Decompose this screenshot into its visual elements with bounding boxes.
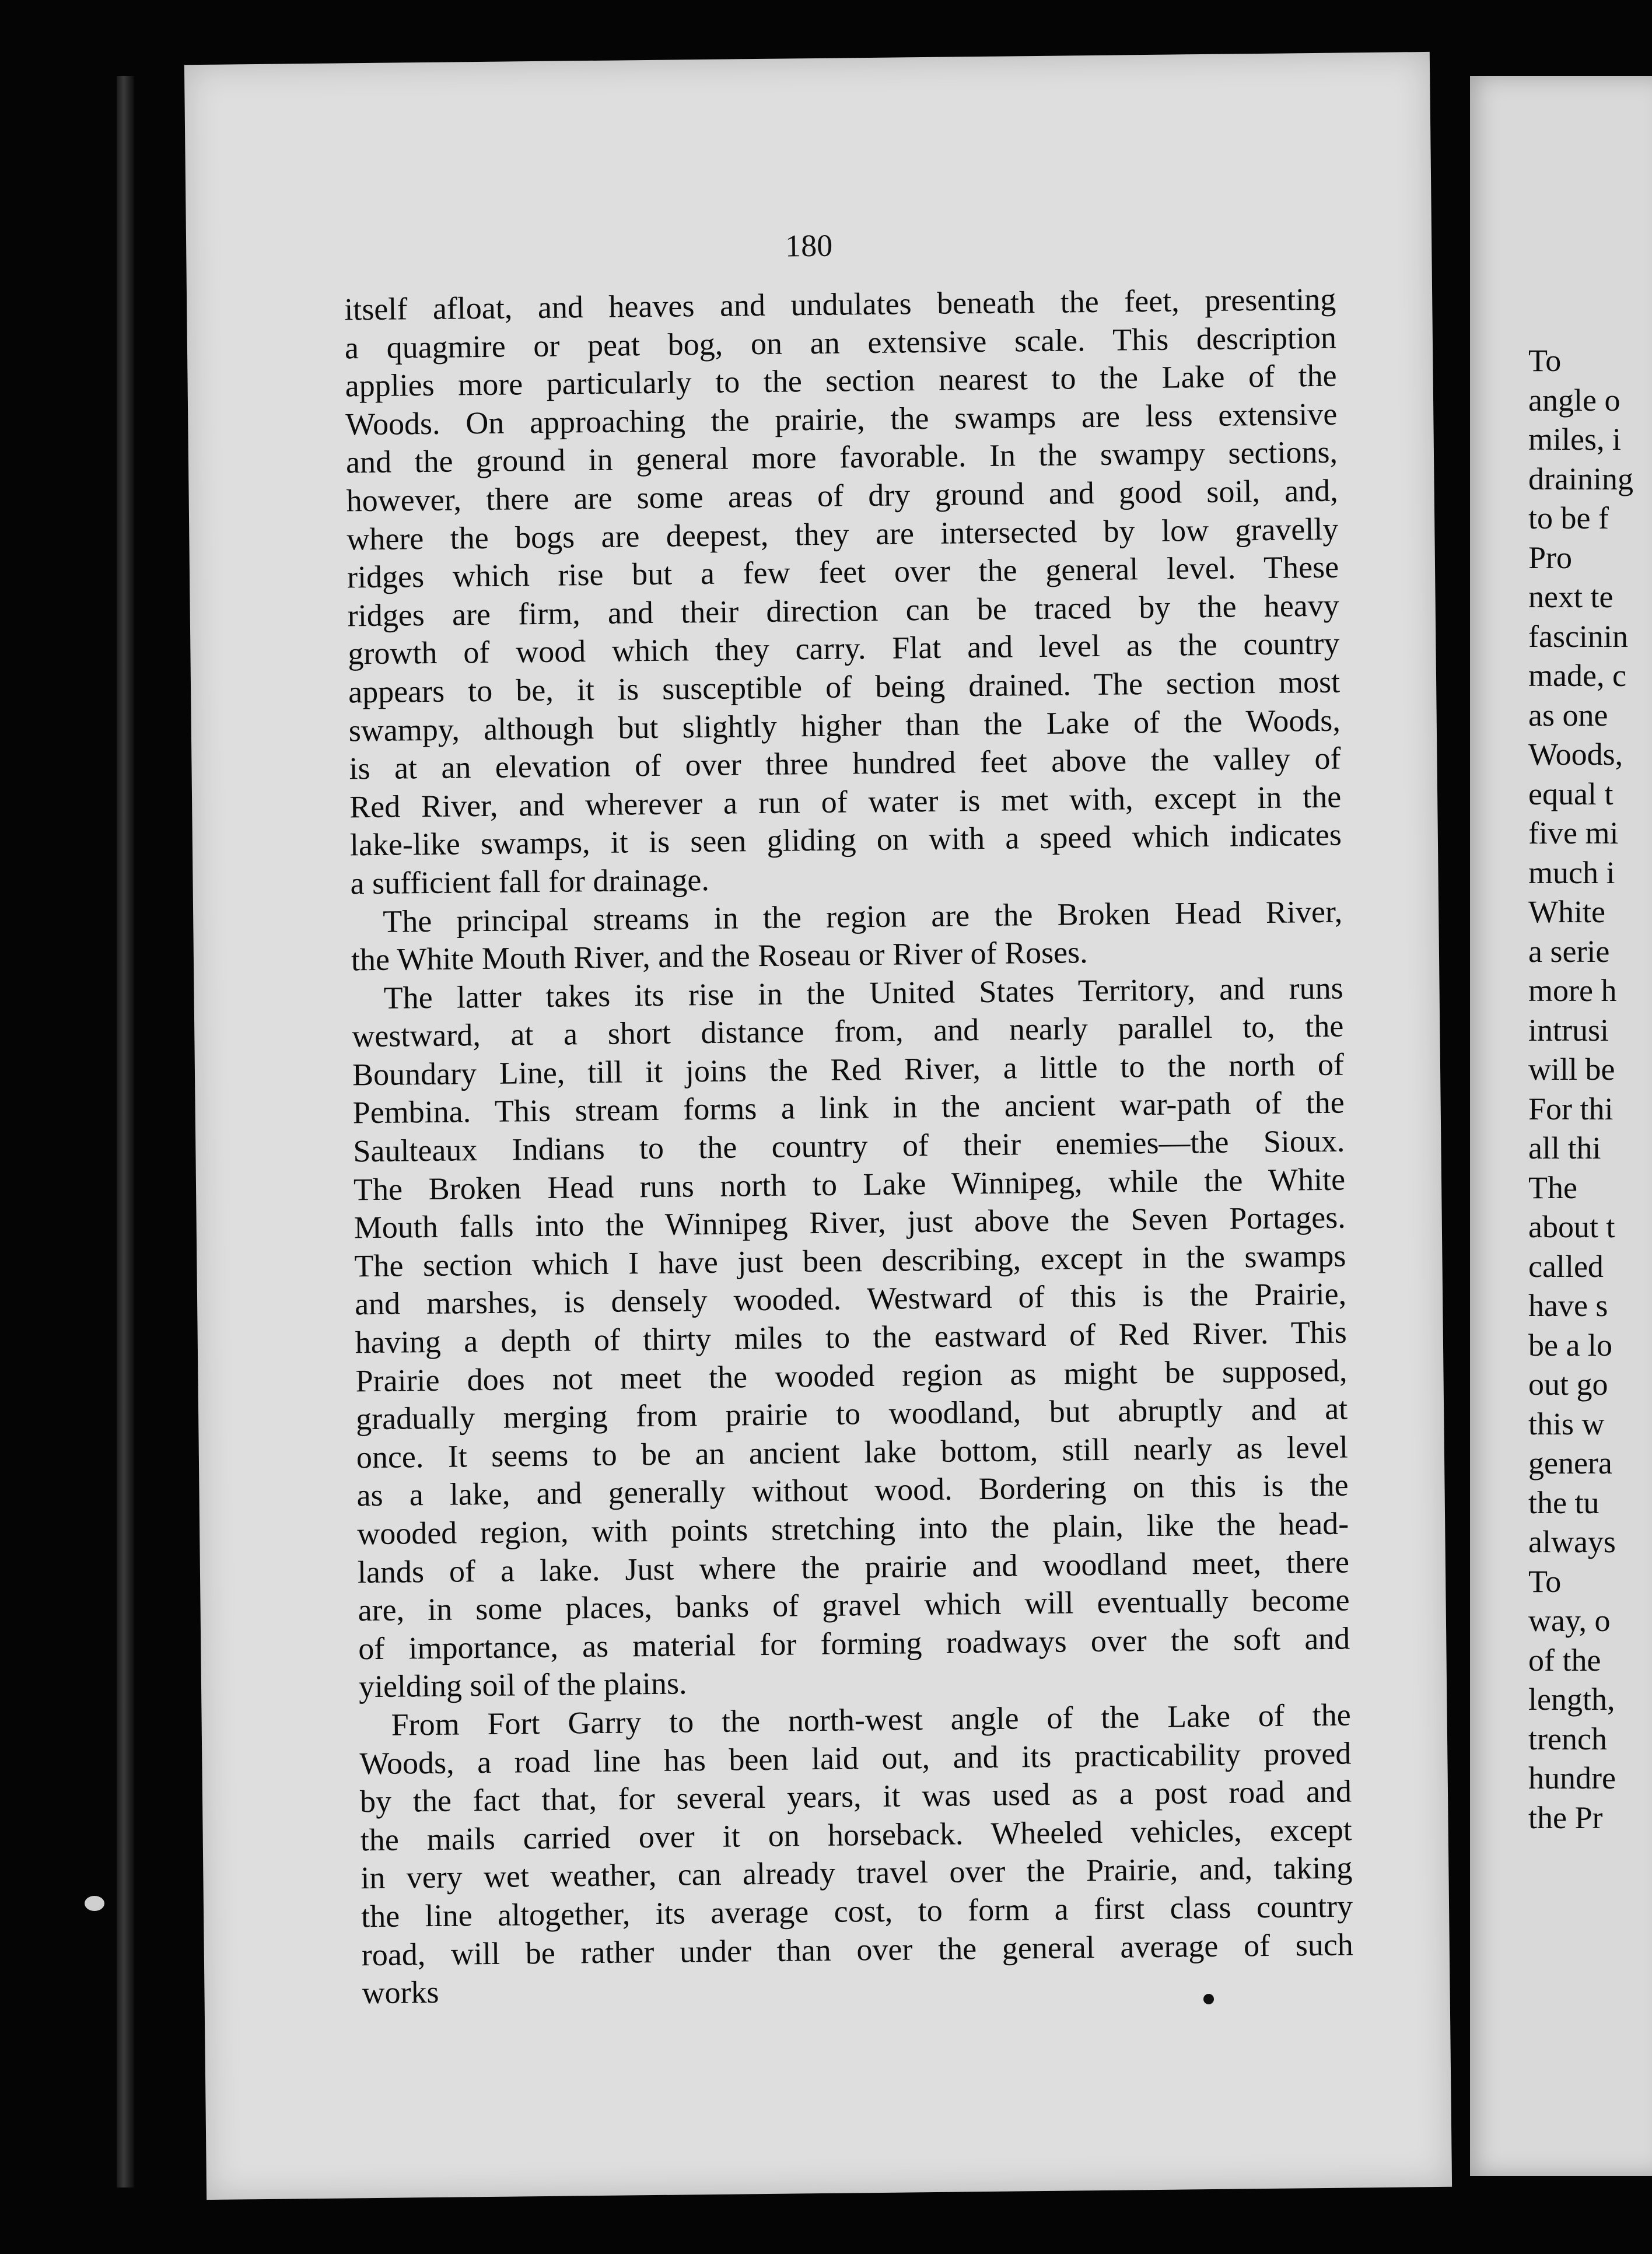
- fragment-line: miles, i: [1528, 422, 1621, 457]
- text-line: Woods, a road line has been laid out, and its practicability proved: [359, 1735, 1352, 1781]
- page-number: 180: [785, 228, 833, 264]
- fragment-line: genera: [1528, 1446, 1612, 1480]
- fragment-line: Pro: [1528, 540, 1573, 575]
- fragment-line: trench: [1528, 1721, 1607, 1756]
- text-line: Prairie does not meet the wooded region as might be supposed,: [355, 1353, 1348, 1398]
- text-line: in very wet weather, can already travel over the Prairie, and, taking: [360, 1850, 1353, 1896]
- text-line: ridges which rise but a few feet over the general level. These: [346, 549, 1339, 595]
- text-line: by the fact that, for several years, it was used as a post road and: [359, 1773, 1352, 1819]
- text-line: The section which I have just been describing, except in the swamps: [354, 1238, 1346, 1284]
- fragment-line: next te: [1528, 579, 1614, 614]
- fragment-line: The: [1528, 1170, 1577, 1205]
- text-line: The principal streams in the region are the Broken Head River,: [382, 894, 1343, 939]
- fragment-line: angle o: [1528, 382, 1620, 418]
- scan-speck: [85, 1896, 104, 1911]
- text-line: swampy, although but slightly higher than the Lake of the Woods,: [348, 702, 1341, 748]
- text-line: the line altogether, its average cost, to form a first class country: [360, 1888, 1353, 1934]
- text-line: of importance, as material for forming roadways over the soft and: [358, 1620, 1350, 1667]
- fragment-line: Woods,: [1528, 737, 1623, 772]
- text-line: wooded region, with points stretching into the plain, like the head-: [356, 1506, 1349, 1552]
- text-line: Pembina. This stream forms a link in the ancient war-path of the: [352, 1085, 1345, 1130]
- text-line: and marshes, is densely wooded. Westward of this is the Prairie,: [354, 1276, 1347, 1322]
- scan-edge: [117, 76, 134, 2188]
- fragment-line: all thi: [1528, 1130, 1601, 1166]
- fragment-line: out go: [1528, 1367, 1608, 1402]
- text-line: a sufficient fall for drainage.: [350, 862, 710, 901]
- text-line: is at an elevation of over three hundred feet above the valley of: [349, 740, 1341, 786]
- left-page: [184, 52, 1452, 2200]
- text-line: the White Mouth River, and the Roseau or River of Roses.: [351, 935, 1088, 978]
- fragment-line: length,: [1528, 1682, 1615, 1717]
- text-line: road, will be rather under than over the general average of such: [361, 1927, 1354, 1972]
- scan-speck: [1203, 1994, 1214, 2004]
- fragment-line: of the: [1528, 1642, 1601, 1678]
- fragment-line: For thi: [1528, 1091, 1614, 1126]
- text-line: Mouth falls into the Winnipeg River, just above the Seven Portages.: [354, 1199, 1346, 1245]
- body-text: [344, 281, 1354, 2013]
- text-line: lake-like swamps, it is seen gliding on with a speed which indicates: [349, 817, 1342, 863]
- text-line: gradually merging from prairie to woodland, but abruptly and at: [355, 1391, 1348, 1437]
- text-line: having a depth of thirty miles to the eastward of Red River. This: [355, 1314, 1348, 1360]
- fragment-line: always: [1528, 1524, 1616, 1559]
- text-line: the mails carried over it on horseback. Wheeled vehicles, except: [360, 1812, 1352, 1858]
- fragment-line: have s: [1528, 1288, 1608, 1323]
- text-line: and the ground in general more favorable. In the swampy sections,: [345, 434, 1338, 480]
- text-line: The Broken Head runs north to Lake Winnipeg, while the White: [353, 1161, 1346, 1208]
- text-line: From Fort Garry to the north-west angle of the Lake of the: [391, 1697, 1351, 1742]
- fragment-line: to be f: [1528, 501, 1609, 536]
- text-line: The latter takes its rise in the United States Territory, and runs: [383, 970, 1343, 1016]
- fragment-line: more h: [1528, 973, 1617, 1008]
- fragment-line: White: [1528, 894, 1605, 929]
- fragment-line: much i: [1528, 855, 1615, 890]
- text-line: are, in some places, banks of gravel which will eventually become: [358, 1582, 1350, 1628]
- text-line: yielding soil of the plains.: [358, 1665, 687, 1704]
- fragment-line: about t: [1528, 1209, 1615, 1244]
- right-page-text: [1528, 341, 1652, 1838]
- text-line: Woods. On approaching the prairie, the swamps are less extensive: [345, 396, 1338, 442]
- text-line: growth of wood which they carry. Flat and level as the country: [348, 625, 1340, 671]
- text-line: where the bogs are deepest, they are intersected by low gravelly: [346, 511, 1339, 556]
- fragment-line: the tu: [1528, 1485, 1600, 1520]
- fragment-line: be a lo: [1528, 1327, 1612, 1363]
- fragment-line: intrusi: [1528, 1012, 1609, 1048]
- right-page-fragment: [1470, 76, 1652, 2176]
- text-line: appears to be, it is susceptible of being drained. The section most: [348, 664, 1340, 710]
- text-line: however, there are some areas of dry ground and good soil, and,: [346, 473, 1338, 519]
- fragment-line: To: [1528, 1563, 1562, 1599]
- fragment-line: made, c: [1528, 658, 1626, 693]
- text-line: a quagmire or peat bog, on an extensive scale. This description: [344, 320, 1337, 366]
- text-line: once. It seems to be an ancient lake bottom, still nearly as level: [356, 1429, 1349, 1475]
- fragment-line: hundre: [1528, 1760, 1616, 1796]
- text-line: Saulteaux Indians to the country of their enemies—the Sioux.: [353, 1123, 1345, 1169]
- text-line: ridges are firm, and their direction can be traced by the heavy: [347, 587, 1340, 634]
- text-line: works: [362, 1975, 439, 2011]
- fragment-line: the Pr: [1528, 1800, 1603, 1835]
- fragment-line: will be: [1528, 1052, 1615, 1087]
- fragment-line: this w: [1528, 1406, 1605, 1441]
- fragment-line: fascinin: [1528, 618, 1628, 654]
- text-line: lands of a lake. Just where the prairie and woodland meet, there: [357, 1544, 1350, 1590]
- text-line: Red River, and wherever a run of water is met with, except in the: [349, 779, 1342, 825]
- fragment-line: five mi: [1528, 816, 1619, 850]
- text-line: westward, at a short distance from, and nearly parallel to, the: [352, 1008, 1344, 1054]
- fragment-line: equal t: [1528, 776, 1614, 811]
- text-line: as a lake, and generally without wood. Bordering on this is the: [356, 1467, 1349, 1513]
- text-line: Boundary Line, till it joins the Red River, a little to the north of: [352, 1046, 1345, 1093]
- text-line: itself afloat, and heaves and undulates beneath the feet, presenting: [344, 281, 1336, 327]
- fragment-line: To: [1528, 343, 1562, 378]
- fragment-line: a serie: [1528, 933, 1610, 969]
- fragment-line: as one: [1528, 697, 1608, 733]
- text-line: applies more particularly to the section nearest to the Lake of the: [345, 358, 1337, 404]
- fragment-line: draining: [1528, 461, 1633, 496]
- fragment-line: called: [1528, 1248, 1604, 1284]
- fragment-line: way, o: [1528, 1603, 1611, 1638]
